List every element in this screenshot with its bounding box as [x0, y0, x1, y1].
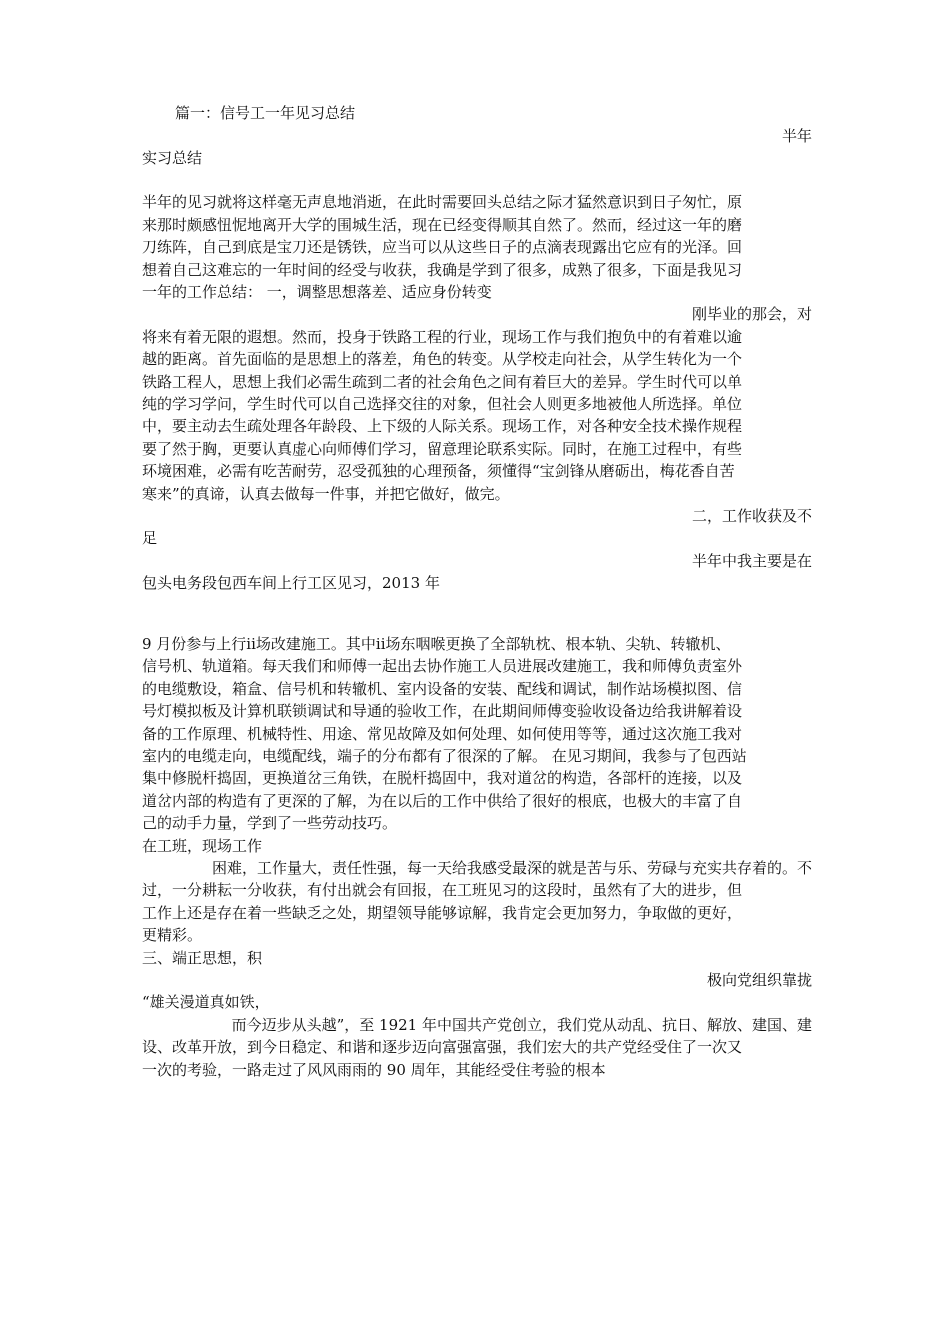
text-line: 半年中我主要是在 — [691, 552, 812, 570]
text-line: 中，要主动去生疏处理各年龄段、上下级的人际关系。现场工作，对各种安全技术操作规程 — [142, 417, 743, 435]
text-line: 号灯模拟板及计算机联锁调试和导通的验收工作，在此期间师傅变验收设备边给我讲解着设 — [142, 702, 743, 720]
text-line: 想着自己这难忘的一年时间的经受与收获，我确是学到了很多，成熟了很多，下面是我见习 — [142, 261, 743, 279]
text-line: 三、端正思想，积 — [142, 949, 263, 967]
text-line: 极向党组织靠拢 — [706, 971, 812, 989]
text-line: 寒来”的真谛，认真去做每一件事，并把它做好，做完。 — [142, 485, 510, 503]
text-line: 更精彩。 — [142, 926, 203, 944]
text-line: “雄关漫道真如铁， — [142, 993, 270, 1011]
text-line: 来那时颇感忸怩地离开大学的围城生活，现在已经变得顺其自然了。然而，经过这一年的磨 — [142, 216, 743, 234]
text-line: 设、改革开放，到今日稳定、和谐和逐步迈向富强富强，我们宏大的共产党经受住了一次又 — [142, 1038, 743, 1056]
text-line: 备的工作原理、机械特性、用途、常见故障及如何处理、如何使用等等，通过这次施工我对 — [142, 725, 743, 743]
document-title: 篇一：信号工一年见习总结 — [175, 104, 356, 122]
text-line: 铁路工程人，思想上我们必需生疏到二者的社会角色之间有着巨大的差异。学生时代可以单 — [142, 373, 743, 391]
text-line: 的电缆敷设，箱盒、信号机和转辙机、室内设备的安装、配线和调试，制作站场模拟图、信 — [142, 680, 743, 698]
text-line: 足 — [142, 529, 158, 547]
text-line: 二，工作收获及不 — [691, 507, 812, 525]
text-line: 一年的工作总结： 一，调整思想落差、适应身份转变 — [142, 283, 492, 301]
text-line: 半年的见习就将这样毫无声息地消逝，在此时需要回头总结之际才猛然意识到日子匆忙，原 — [142, 193, 743, 211]
text-line: 纯的学习学问，学生时代可以自己选择交往的对象，但社会人则更多地被他人所选择。单位 — [142, 395, 743, 413]
text-line: 集中修脱杆捣固，更换道岔三角铁，在脱杆捣固中，我对道岔的构造，各部杆的连接，以及 — [142, 769, 743, 787]
text-line: 要了然于胸，更要认真虚心向师傅们学习，留意理论联系实际。同时，在施工过程中，有些 — [142, 440, 743, 458]
text-line: 道岔内部的构造有了更深的了解，为在以后的工作中供给了很好的根底，也极大的丰富了自 — [142, 792, 743, 810]
text-line: 过，一分耕耘一分收获，有付出就会有回报，在工班见习的这段时，虽然有了大的进步，但 — [142, 881, 743, 899]
text-line: 将来有着无限的遐想。然而，投身于铁路工程的行业，现场工作与我们抱负中的有着难以逾 — [142, 328, 743, 346]
text-line: 越的距离。首先面临的是思想上的落差，角色的转变。从学校走向社会，从学生转化为一个 — [142, 350, 743, 368]
text-line: 刚毕业的那会，对 — [691, 305, 812, 323]
text-line: 而今迈步从头越”，至 1921 年中国共产党创立，我们党从动乱、抗日、解放、建国、建 — [231, 1016, 812, 1034]
text-line: 工作上还是存在着一些缺乏之处，期望领导能够谅解，我肯定会更加努力，争取做的更好， — [142, 904, 743, 922]
text-line: 环境困难，必需有吃苦耐劳，忍受孤独的心理预备，须懂得“宝剑锋从磨砺出，梅花香自苦 — [142, 462, 735, 480]
text-line: 困难，工作量大，责任性强，每一天给我感受最深的就是苦与乐、劳碌与充实共存着的。不 — [211, 859, 812, 877]
text-line: 在工班，现场工作 — [142, 837, 263, 855]
text-line: 室内的电缆走向，电缆配线，端子的分布都有了很深的了解。 在见习期间，我参与了包西站 — [142, 747, 747, 765]
text-line: 9 月份参与上行ii场改建施工。其中ii场东咽喉更换了全部轨枕、根本轨、尖轨、转辙机、 — [142, 635, 731, 653]
text-line: 一次的考验，一路走过了风风雨雨的 90 周年，其能经受住考验的根本 — [142, 1061, 606, 1079]
text-line: 刀练阵，自己到底是宝刀还是锈铁，应当可以从这些日子的点滴表现露出它应有的光泽。回 — [142, 238, 743, 256]
text-line: 包头电务段包西车间上行工区见习，2013 年 — [142, 574, 440, 592]
text-line: 己的动手力量，学到了一些劳动技巧。 — [142, 814, 398, 832]
text-line: 半年 — [781, 127, 812, 145]
text-line: 实习总结 — [142, 149, 203, 167]
text-line: 信号机、轨道箱。每天我们和师傅一起出去协作施工人员进展改建施工，我和师傅负责室外 — [142, 657, 743, 675]
